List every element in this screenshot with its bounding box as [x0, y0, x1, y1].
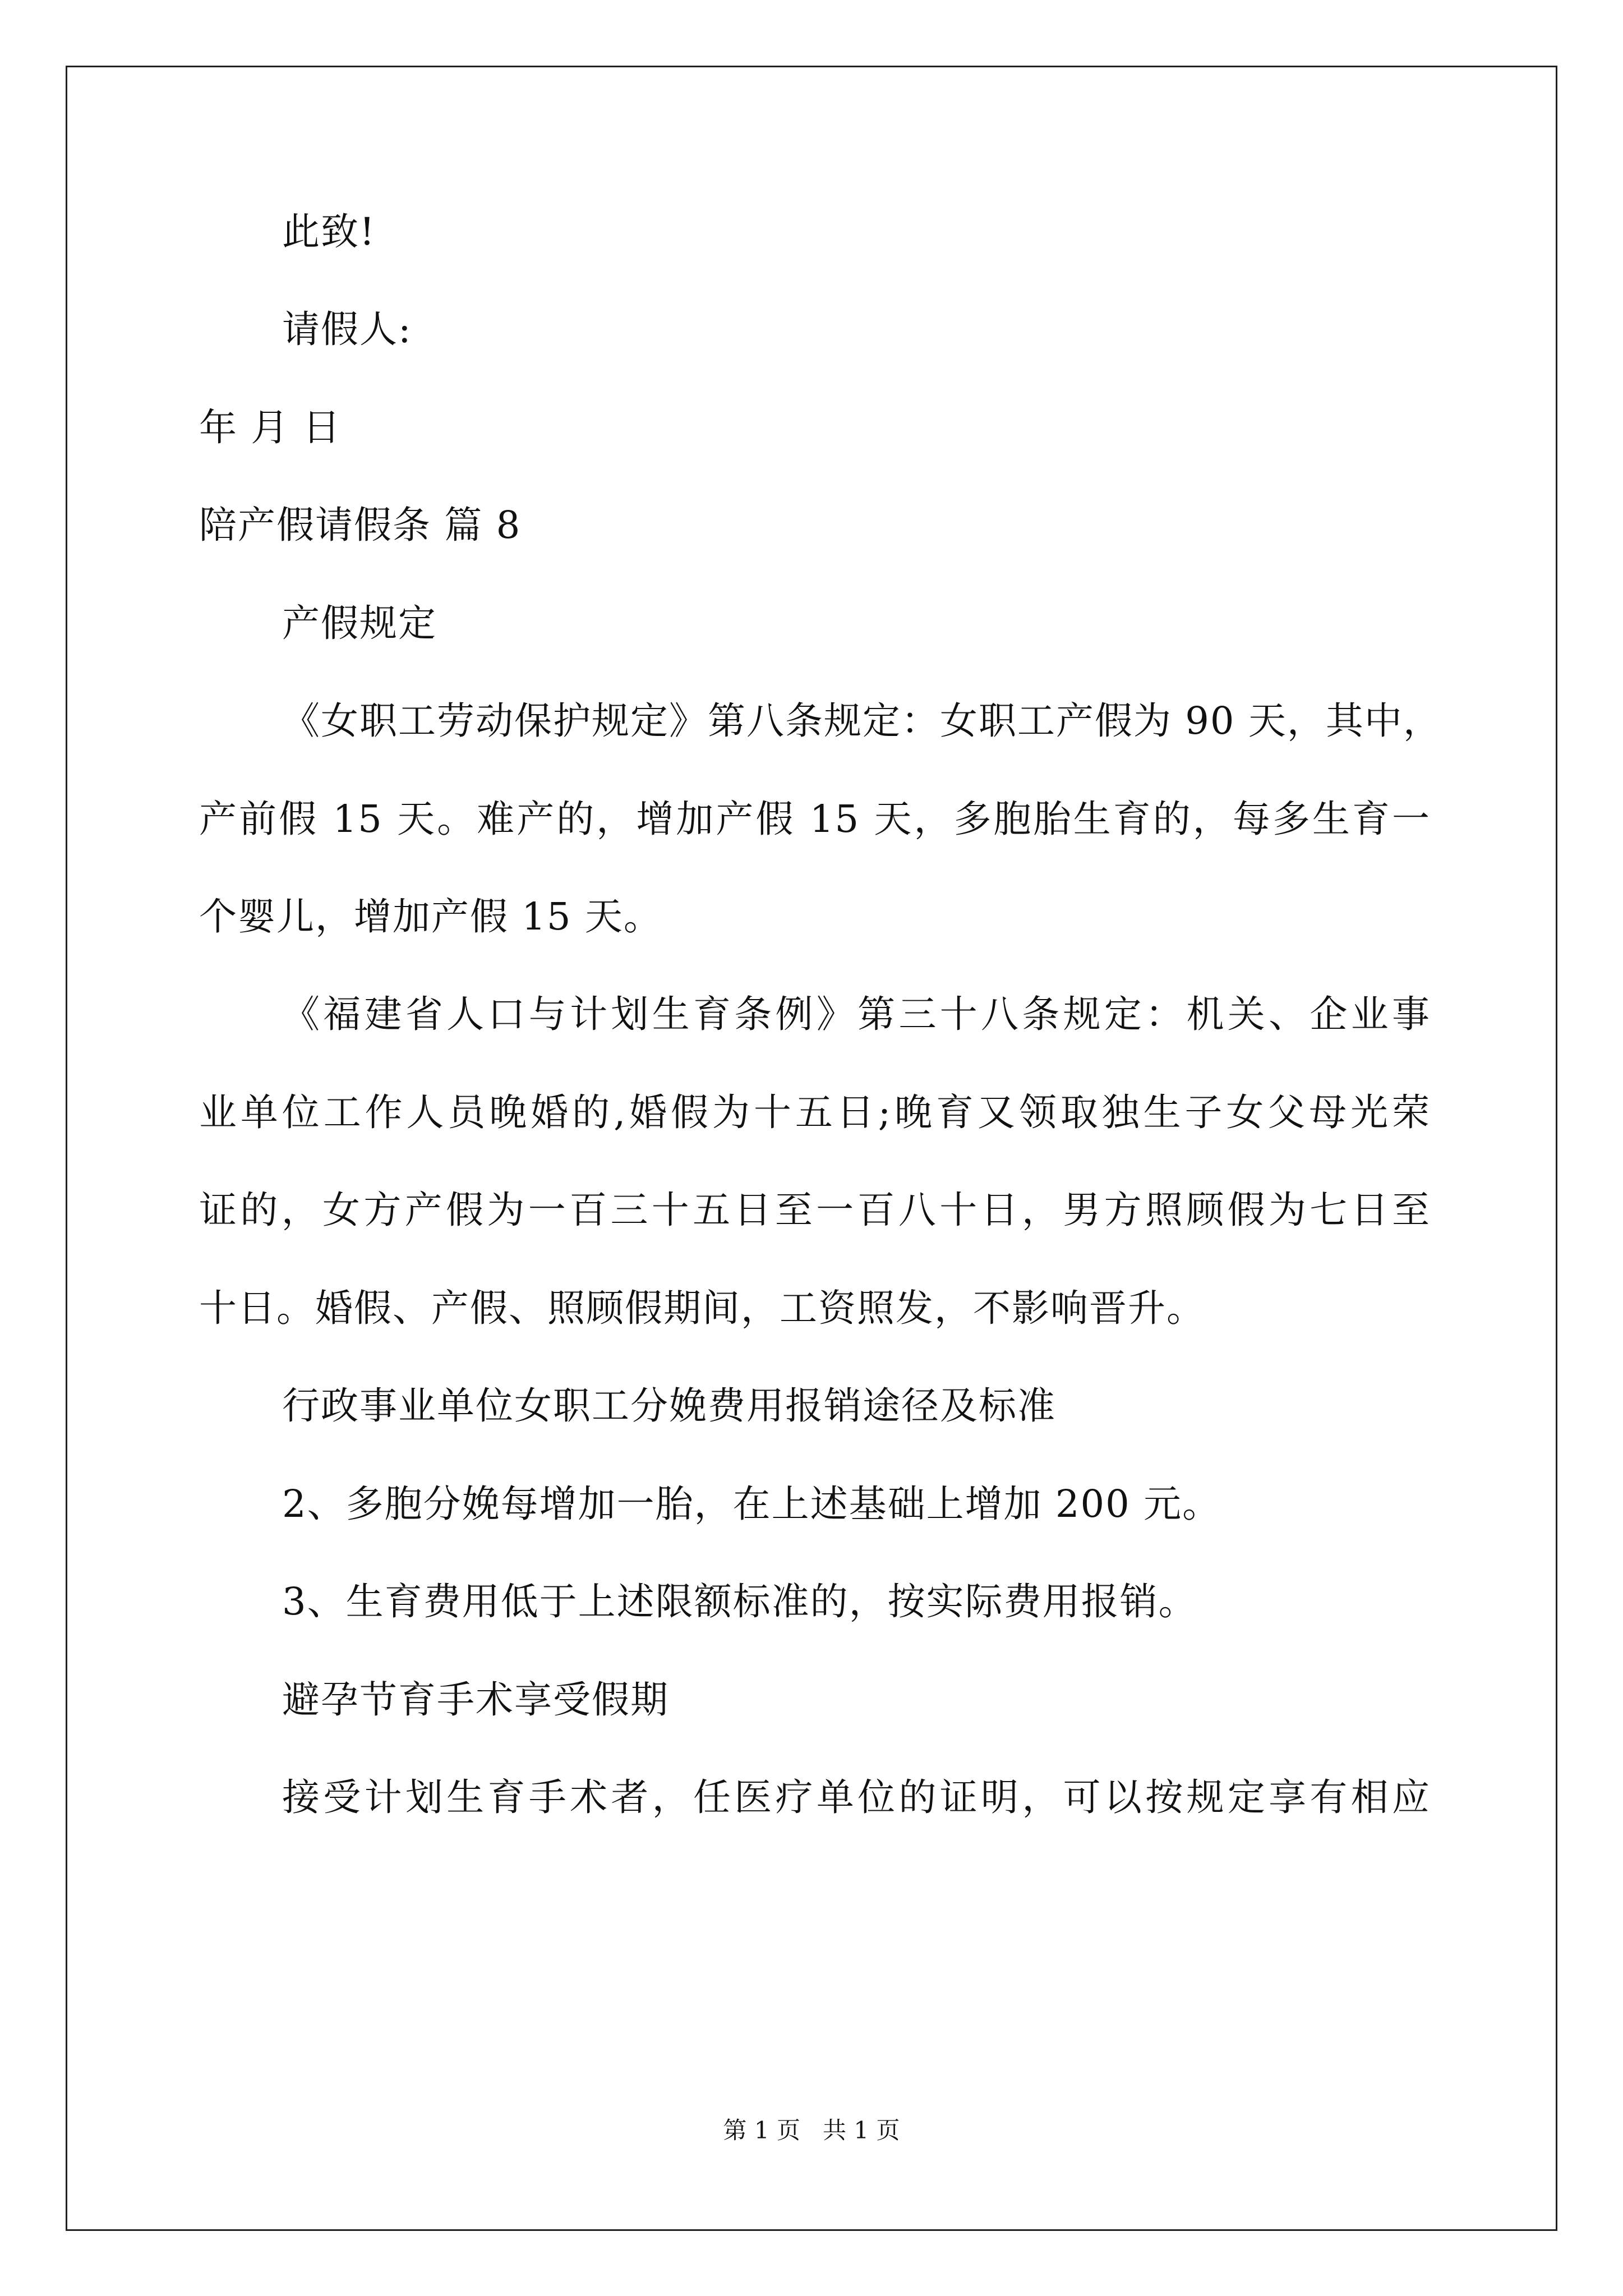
paragraph-line: 产前假 15 天。难产的，增加产假 15 天，多胞胎生育的，每多生育一: [199, 797, 1431, 841]
date-line: 年 月 日: [199, 406, 342, 449]
paragraph-line: 十日。婚假、产假、照顾假期间，工资照发，不影响晋升。: [199, 1286, 1205, 1330]
subheading-childbirth-expenses: 行政事业单位女职工分娩费用报销途径及标准: [282, 1384, 1056, 1428]
page-border: [66, 66, 1557, 2231]
subheading-contraception-leave: 避孕节育手术享受假期: [282, 1678, 669, 1722]
paragraph-line: 个婴儿，增加产假 15 天。: [199, 895, 662, 938]
section-heading: 陪产假请假条 篇 8: [199, 503, 522, 547]
paragraph-line: 《女职工劳动保护规定》第八条规定：女职工产假为 90 天，其中，: [282, 699, 1442, 743]
list-item: 3、生育费用低于上述限额标准的，按实际费用报销。: [282, 1580, 1197, 1623]
signature-label: 请假人:: [282, 307, 412, 351]
paragraph-line: 接受计划生育手术者，任医疗单位的证明，可以按规定享有相应: [282, 1775, 1431, 1819]
paragraph-line: 证的，女方产假为一百三十五日至一百八十日，男方照顾假为七日至: [199, 1188, 1431, 1232]
paragraph-line: 业单位工作人员晚婚的,婚假为十五日;晚育又领取独生子女父母光荣: [199, 1091, 1431, 1134]
page-footer: 第 1 页 共 1 页: [723, 2116, 900, 2144]
closing-salutation: 此致!: [282, 210, 376, 254]
paragraph-line: 《福建省人口与计划生育条例》第三十八条规定：机关、企业事: [282, 992, 1431, 1036]
subheading-maternity-rules: 产假规定: [282, 601, 437, 645]
list-item: 2、多胞分娩每增加一胎，在上述基础上增加 200 元。: [282, 1482, 1221, 1526]
